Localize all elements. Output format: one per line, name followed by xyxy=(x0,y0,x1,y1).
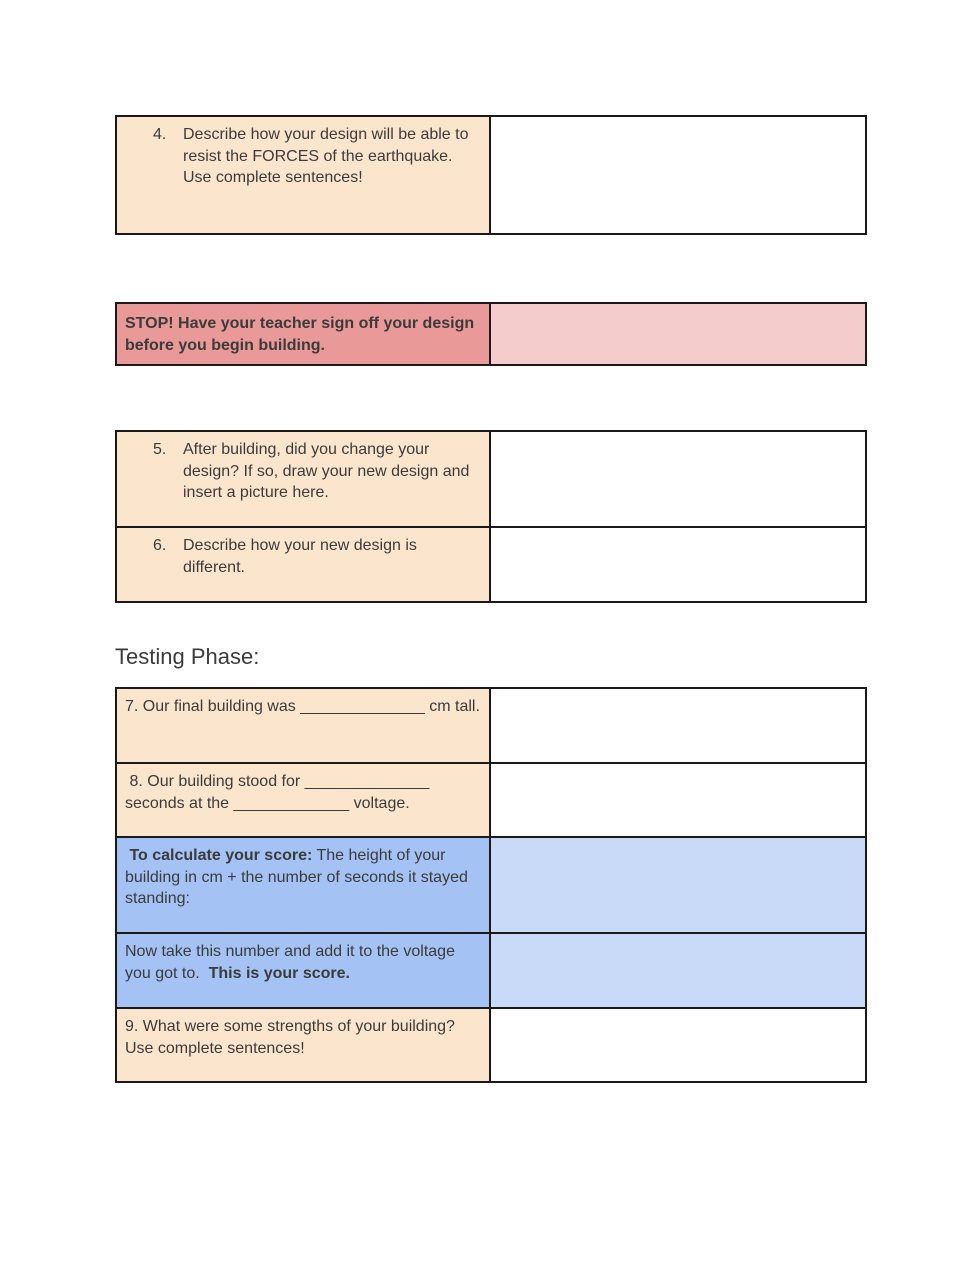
answer-7-field[interactable] xyxy=(490,688,866,763)
testing-phase-heading: Testing Phase: xyxy=(115,644,260,669)
stop-notice: STOP! Have your teacher sign off your design before you begin building. xyxy=(116,303,490,365)
final-score-label: This is your score. xyxy=(208,964,350,982)
numbered-item xyxy=(125,124,481,189)
answer-4-field[interactable] xyxy=(490,116,866,234)
question-text: Describe how your new design is different. xyxy=(183,537,417,576)
item-number: 4. xyxy=(153,126,167,143)
score-calculation-cell xyxy=(116,837,490,933)
score-instruction: The height of your building in cm + the number of seconds it stayed standing: xyxy=(125,847,473,908)
score-heading: To calculate your score: xyxy=(125,847,313,864)
answer-6-field[interactable] xyxy=(490,527,866,602)
numbered-item xyxy=(125,439,481,504)
question-8-cell: 8. Our building stood for ______________ seconds at the _____________ voltage. xyxy=(116,763,490,837)
table-row xyxy=(116,527,866,602)
table-row xyxy=(116,431,866,527)
teacher-signoff-field[interactable] xyxy=(490,303,866,365)
questions-5-6-table xyxy=(115,430,867,603)
table-row xyxy=(116,116,866,234)
question-5-cell xyxy=(116,431,490,527)
answer-5-field[interactable] xyxy=(490,431,866,527)
question-9-cell: 9. What were some strengths of your building? Use complete sentences! xyxy=(116,1008,490,1082)
item-number: 5. xyxy=(153,441,167,458)
table-row xyxy=(116,688,866,763)
table-row xyxy=(116,1008,866,1082)
question-4-table xyxy=(115,115,867,235)
stop-table xyxy=(115,302,867,366)
question-7-cell: 7. Our final building was ______________ cm tall. xyxy=(116,688,490,763)
question-6-cell xyxy=(116,527,490,602)
question-text: Describe how your design will be able to resist the FORCES of the earthquake. Use complete sentences! xyxy=(183,126,469,187)
table-row xyxy=(116,837,866,933)
final-score-field[interactable] xyxy=(490,933,866,1008)
question-text: After building, did you change your design? If so, draw your new design and insert a picture here. xyxy=(183,441,470,502)
table-row xyxy=(116,763,866,837)
item-number: 6. xyxy=(153,537,167,554)
answer-8-field[interactable] xyxy=(490,763,866,837)
table-row xyxy=(116,303,866,365)
numbered-item xyxy=(125,535,481,578)
answer-9-field[interactable] xyxy=(490,1008,866,1082)
table-row xyxy=(116,933,866,1008)
score-calculation-field[interactable] xyxy=(490,837,866,933)
final-score-instruction: Now take this number and add it to the voltage you got to. xyxy=(125,943,460,982)
final-score-cell xyxy=(116,933,490,1008)
question-4-cell xyxy=(116,116,490,234)
testing-phase-table xyxy=(115,687,867,1083)
